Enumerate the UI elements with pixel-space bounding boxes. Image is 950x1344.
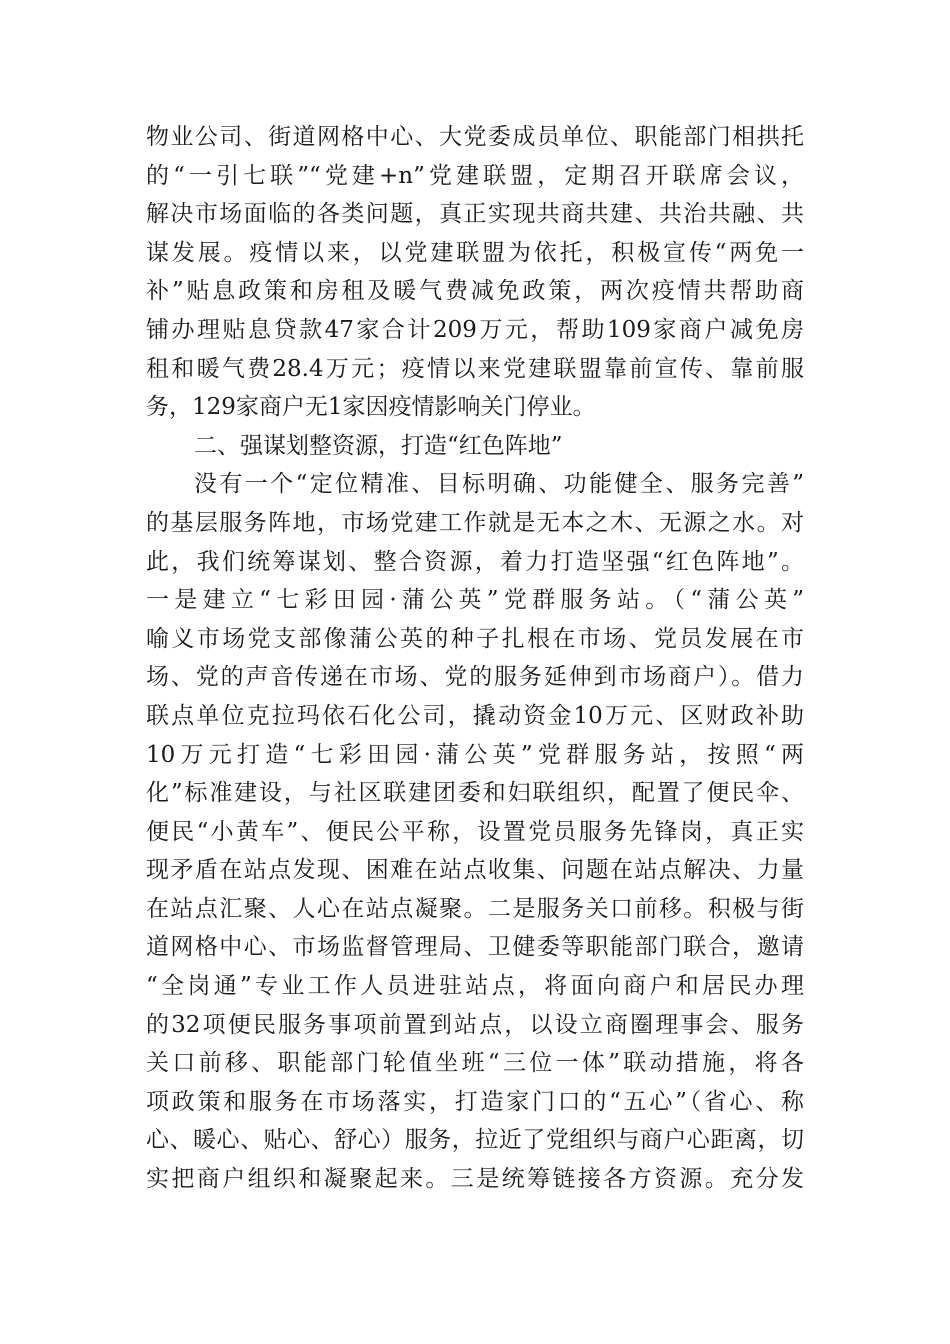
text-line: 此，我们统筹谋划、整合资源，着力打造坚强“红色阵地”。 bbox=[146, 548, 804, 575]
text-line: 补”贴息政策和房租及暖气费减免政策，两次疫情共帮助商 bbox=[146, 278, 804, 305]
text-line: 喻义市场党支部像蒲公英的种子扎根在市场、党员发展在市 bbox=[146, 625, 804, 652]
text-line: 化”标准建设，与社区联建团委和妇联组织，配置了便民伞、 bbox=[146, 780, 804, 807]
text-line: 关口前移、职能部门轮值坐班“三位一体”联动措施，将各 bbox=[146, 1050, 804, 1077]
text-line: 的32项便民服务事项前置到站点，以设立商圈理事会、服务 bbox=[146, 1011, 804, 1038]
text-line: 联点单位克拉玛依石化公司，撬动资金10万元、区财政补助 bbox=[146, 702, 804, 729]
text-line: 没有一个“定位精准、目标明确、功能健全、服务完善” bbox=[194, 471, 804, 498]
text-line: 10万元打造“七彩田园·蒲公英”党群服务站，按照“两 bbox=[146, 741, 804, 768]
text-line: 的“一引七联”“党建+n”党建联盟，定期召开联席会议， bbox=[146, 162, 804, 189]
text-line: 谋发展。疫情以来，以党建联盟为依托，积极宣传“两免一 bbox=[146, 239, 804, 266]
text-line: 项政策和服务在市场落实，打造家门口的“五心”（省心、称 bbox=[146, 1088, 804, 1115]
paragraph-continuation bbox=[146, 118, 804, 427]
text-line: 铺办理贴息贷款47家合计209万元，帮助109家商户减免房 bbox=[146, 316, 804, 343]
text-line: 务，129家商户无1家因疫情影响关门停业。 bbox=[146, 394, 596, 421]
text-line: 在站点汇聚、人心在站点凝聚。二是服务关口前移。积极与街 bbox=[146, 895, 804, 922]
document-body bbox=[146, 118, 804, 1199]
text-line: 现矛盾在站点发现、困难在站点收集、问题在站点解决、力量 bbox=[146, 857, 804, 884]
text-line: 实把商户组织和凝聚起来。三是统筹链接各方资源。充分发 bbox=[146, 1166, 804, 1193]
text-line: 解决市场面临的各类问题，真正实现共商共建、共治共融、共 bbox=[146, 201, 804, 228]
section-heading-text: 二、强谋划整资源，打造“红色阵地” bbox=[194, 432, 563, 459]
text-line: 场、党的声音传递在市场、党的服务延伸到市场商户）。借力 bbox=[146, 664, 804, 691]
text-line: 物业公司、街道网格中心、大党委成员单位、职能部门相拱托 bbox=[146, 124, 804, 150]
paragraph-body bbox=[146, 465, 804, 1198]
text-line: 便民“小黄车”、便民公平称，设置党员服务先锋岗，真正实 bbox=[146, 818, 804, 845]
section-heading bbox=[146, 427, 804, 466]
text-line: 一是建立“七彩田园·蒲公英”党群服务站。（“蒲公英” bbox=[146, 587, 804, 614]
text-line: 心、暖心、贴心、舒心）服务，拉近了党组织与商户心距离，切 bbox=[146, 1127, 804, 1154]
text-line: “全岗通”专业工作人员进驻站点，将面向商户和居民办理 bbox=[146, 973, 804, 1000]
text-line: 租和暖气费28.4万元；疫情以来党建联盟靠前宣传、靠前服 bbox=[146, 355, 804, 382]
text-line: 道网格中心、市场监督管理局、卫健委等职能部门联合，邀请 bbox=[146, 934, 804, 961]
text-line: 的基层服务阵地，市场党建工作就是无本之木、无源之水。对 bbox=[146, 509, 804, 536]
